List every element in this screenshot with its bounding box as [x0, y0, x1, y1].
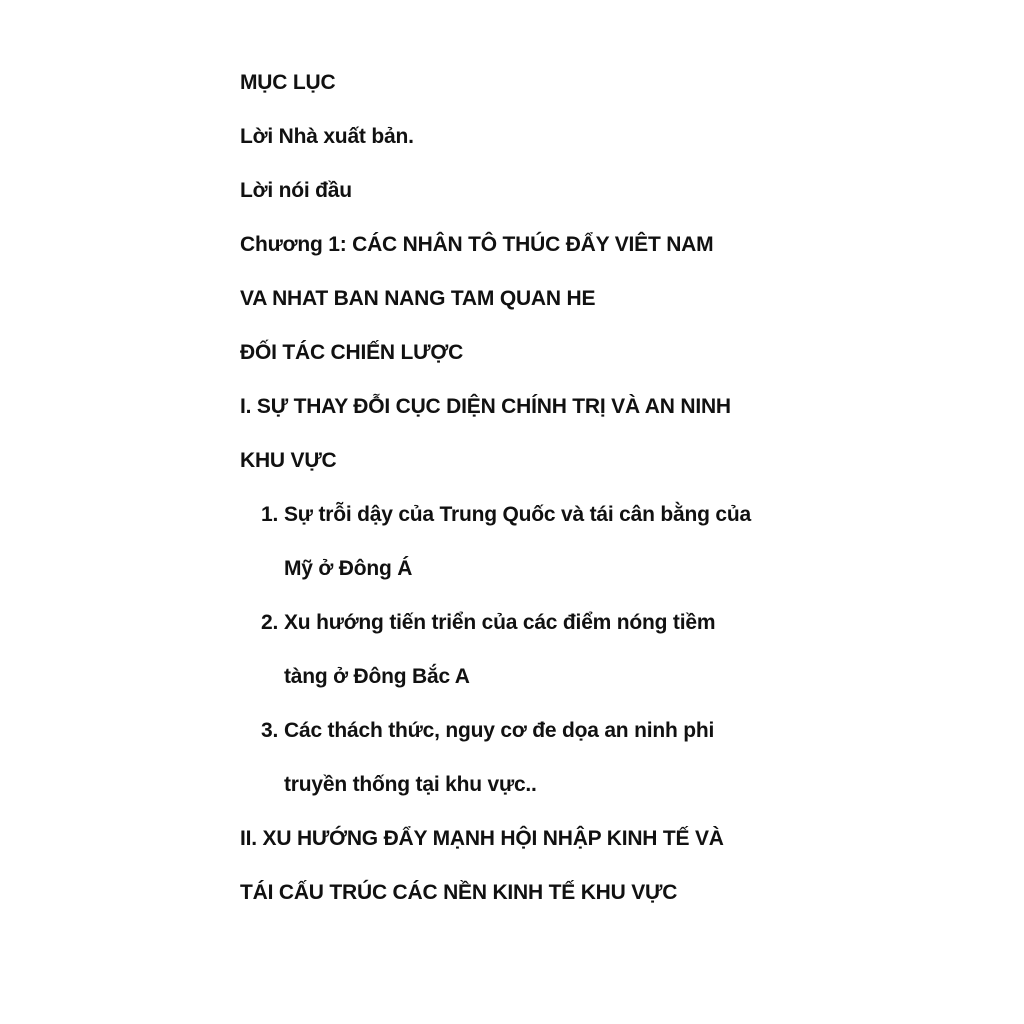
toc-entry-foreword: Lời nói đầu [240, 179, 352, 202]
toc-chapter-1-line-2: VA NHAT BAN NANG TAM QUAN HE [240, 287, 596, 310]
toc-section-1-line-1: I. SỰ THAY ĐỖI CỤC DIỆN CHÍNH TRỊ VÀ AN NINH [240, 395, 731, 418]
toc-subitem-1-line-2: Mỹ ở Đông Á [284, 557, 413, 580]
toc-heading: MỤC LỤC [240, 71, 336, 94]
toc-section-1-line-2: KHU VỰC [240, 449, 337, 472]
toc-subitem-text: Sự trỗi dậy của Trung Quốc và tái cân bằng của [284, 503, 751, 526]
toc-section-2-line-1: II. XU HƯỚNG ĐẨY MẠNH HỘI NHẬP KINH TẾ VÀ [240, 827, 724, 850]
toc-subitem-text: Xu hướng tiến triển của các điểm nóng tiềm [284, 611, 716, 634]
toc-subitem-3-line-2: truyền thống tại khu vực.. [284, 773, 537, 796]
toc-subitem-2-line-2: tàng ở Đông Bắc A [284, 665, 470, 688]
toc-section-2-line-2: TÁI CẤU TRÚC CÁC NỀN KINH TẾ KHU VỰC [240, 881, 678, 904]
toc-chapter-1-line-3: ĐỐI TÁC CHIẾN LƯỢC [240, 341, 464, 364]
toc-subitem-number: 2. [261, 611, 279, 634]
table-of-contents [240, 64, 860, 928]
toc-subitem-text: Các thách thức, nguy cơ đe dọa an ninh phi [284, 719, 715, 742]
toc-chapter-1-line-1: Chương 1: CÁC NHÂN TÔ THÚC ĐẨY VIÊT NAM [240, 233, 714, 256]
toc-subitem-1-line-1 [240, 496, 860, 550]
toc-subitem-3-line-1 [240, 712, 860, 766]
toc-subitem-2-line-1 [240, 604, 860, 658]
toc-subitem-number: 1. [261, 503, 279, 526]
toc-entry-publisher-note: Lời Nhà xuất bản. [240, 125, 414, 148]
toc-subitem-number: 3. [261, 719, 279, 742]
